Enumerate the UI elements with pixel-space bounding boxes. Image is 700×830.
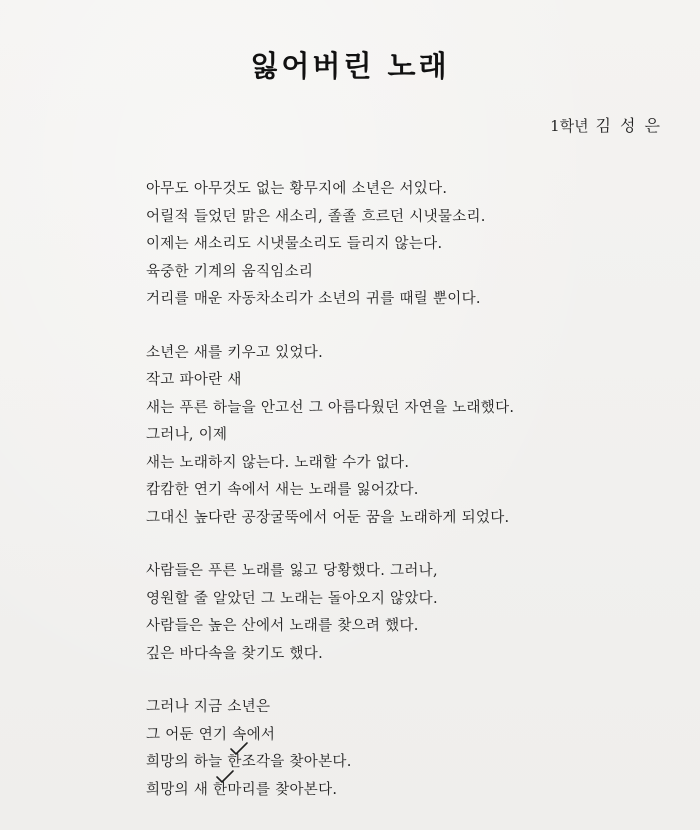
check-mark-icon [215,769,235,785]
poem-line: 영원할 줄 알았던 그 노래는 돌아오지 않았다. [146,590,438,607]
poem-line: 이제는 새소리도 시냇물소리도 들리지 않는다. [146,236,443,252]
poem-body [146,176,666,830]
poem-line: 사람들은 푸른 노래를 잃고 당황했다. 그러나, [146,563,438,579]
poem-line: 아무도 아무것도 없는 황무지에 소년은 서있다. [146,181,448,197]
author-name: 김 성 은 [595,116,662,135]
stanza-1 [146,176,666,314]
poem-line: 거리를 매운 자동차소리가 소년의 귀를 때릴 뿐이다. [146,291,481,307]
poem-line: 캄캄한 연기 속에서 새는 노래를 잃어갔다. [146,482,419,498]
author-line [550,113,662,136]
poem-line: 어릴적 들었던 맑은 새소리, 졸졸 흐르던 시냇물소리. [146,208,486,225]
stanza-2 [146,340,666,533]
poem-line: 깊은 바다속을 찾기도 했다. [146,645,324,662]
poem-line: 새는 노래하지 않는다. 노래할 수가 없다. [146,454,410,471]
marked-word [213,782,227,798]
poem-title: 잃어버린 노래 [250,49,450,83]
poem-line-marked [146,777,666,805]
poem-line: 소년은 새를 키우고 있었다. [146,344,324,361]
marked-syllable: 한 [227,754,242,770]
poem-line: 육중한 기계의 움직임소리 [146,263,314,280]
poem-line: 사람들은 높은 산에서 노래를 찾으려 했다. [146,618,419,634]
poem-line: 그 어둔 연기 속에서 [146,726,276,743]
author-grade: 1학년 [550,117,589,135]
stanza-3 [146,558,666,668]
line-text: 희망의 새 [146,781,214,798]
marked-syllable: 한 [213,781,228,798]
poem-line: 새는 푸른 하늘을 안고선 그 아름다웠던 자연을 노래했다. [146,399,515,416]
poem-line: 그러나, 이제 [146,427,228,443]
poem-line: 그대신 높다란 공장굴뚝에서 어둔 꿈을 노래하게 되었다. [146,509,510,526]
check-mark-icon [229,741,249,757]
poem-line: 작고 파아란 새 [146,372,242,388]
line-text: 조각을 찾아본다. [241,754,352,770]
line-text: 희망의 하늘 [146,754,228,770]
poem-line: 그러나 지금 소년은 [146,699,271,715]
line-text: 마리를 찾아본다. [227,781,338,798]
stanza-4 [146,694,666,804]
